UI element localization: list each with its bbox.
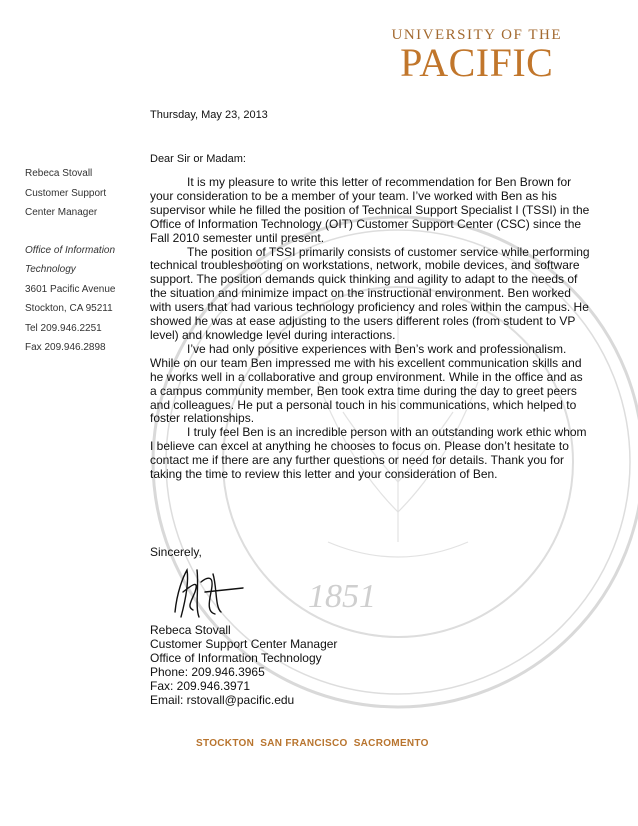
paragraph-4: I truly feel Ben is an incredible person with an outstanding work ethic whom I believe can excel at anything he chooses to focus on. Please don’t hesitate to contact me if there are any further questions or need for details. Thank you for taking the time to review this letter and your consideration of Ben. [150,425,587,482]
signature-block [150,623,337,707]
campus-footer: STOCKTON SAN FRANCISCO SACROMENTO [196,738,429,749]
sidebar-address-2: Stockton, CA 95211 [25,303,113,314]
sender-sidebar [25,168,115,362]
sidebar-name: Rebeca Stovall [25,168,93,179]
sidebar-title-1: Customer Support [25,187,107,199]
signoff-phone: Phone: 209.946.3965 [150,665,265,679]
paragraph-3: I’ve had only positive experiences with Ben’s work and professionalism. While on our team Ben impressed me with his excellent communication skills and he works well in a collaborative and group environment. While in the office and as a campus community member, Ben took extra time during the day to greet peers and colleagues. He put a personal touch in his communications, which helped to foster relationships. [150,341,583,426]
sidebar-dept-1: Office of Information [25,244,116,256]
sidebar-address-1: 3601 Pacific Avenue [25,283,116,295]
signoff-email: Email: rstovall@pacific.edu [150,693,295,707]
university-logo [391,27,563,85]
sidebar-dept-2: Technology [25,264,76,275]
sidebar-spacer [25,227,115,245]
seal-year: 1851 [308,578,376,615]
letter-closing: Sincerely, [150,545,202,559]
sidebar-title-2: Center Manager [25,207,98,218]
handwritten-signature [165,562,245,622]
signoff-name: Rebeca Stovall [150,623,231,637]
logo-line-2: PACIFIC [400,40,554,85]
letter-body [150,176,590,482]
letter-salutation: Dear Sir or Madam: [150,153,246,165]
sidebar-fax: Fax 209.946.2898 [25,342,106,353]
paragraph-1: It is my pleasure to write this letter of recommendation for Ben Brown for your consideration to be a member of your team. I’ve worked with Ben as his supervisor while he filled the position of Technical Support Specialist I (TSSI) in the Office of Information Technology (OIT) Customer Support Center (CSC) since the Fall 2010 semester until present. [150,175,590,245]
signoff-title: Customer Support Center Manager [150,637,338,651]
letter-date: Thursday, May 23, 2013 [150,109,268,121]
logo-line-1: UNIVERSITY OF THE [391,27,562,43]
paragraph-2: The position of TSSI primarily consists of customer service while performing technical troubleshooting on workstations, network, mobile devices, and software support. The position demands quick thinking and agility to adapt to the needs of the situation and minimize impact on the instructional environment. Ben worked with users that had various technology proficiency and roles within the campus. He showed he was at ease adjusting to the users different roles (from student to VP level) and knowledge level during interactions. [150,244,590,342]
signoff-dept: Office of Information Technology [150,651,322,665]
signoff-fax: Fax: 209.946.3971 [150,679,251,693]
sidebar-tel: Tel 209.946.2251 [25,322,102,334]
